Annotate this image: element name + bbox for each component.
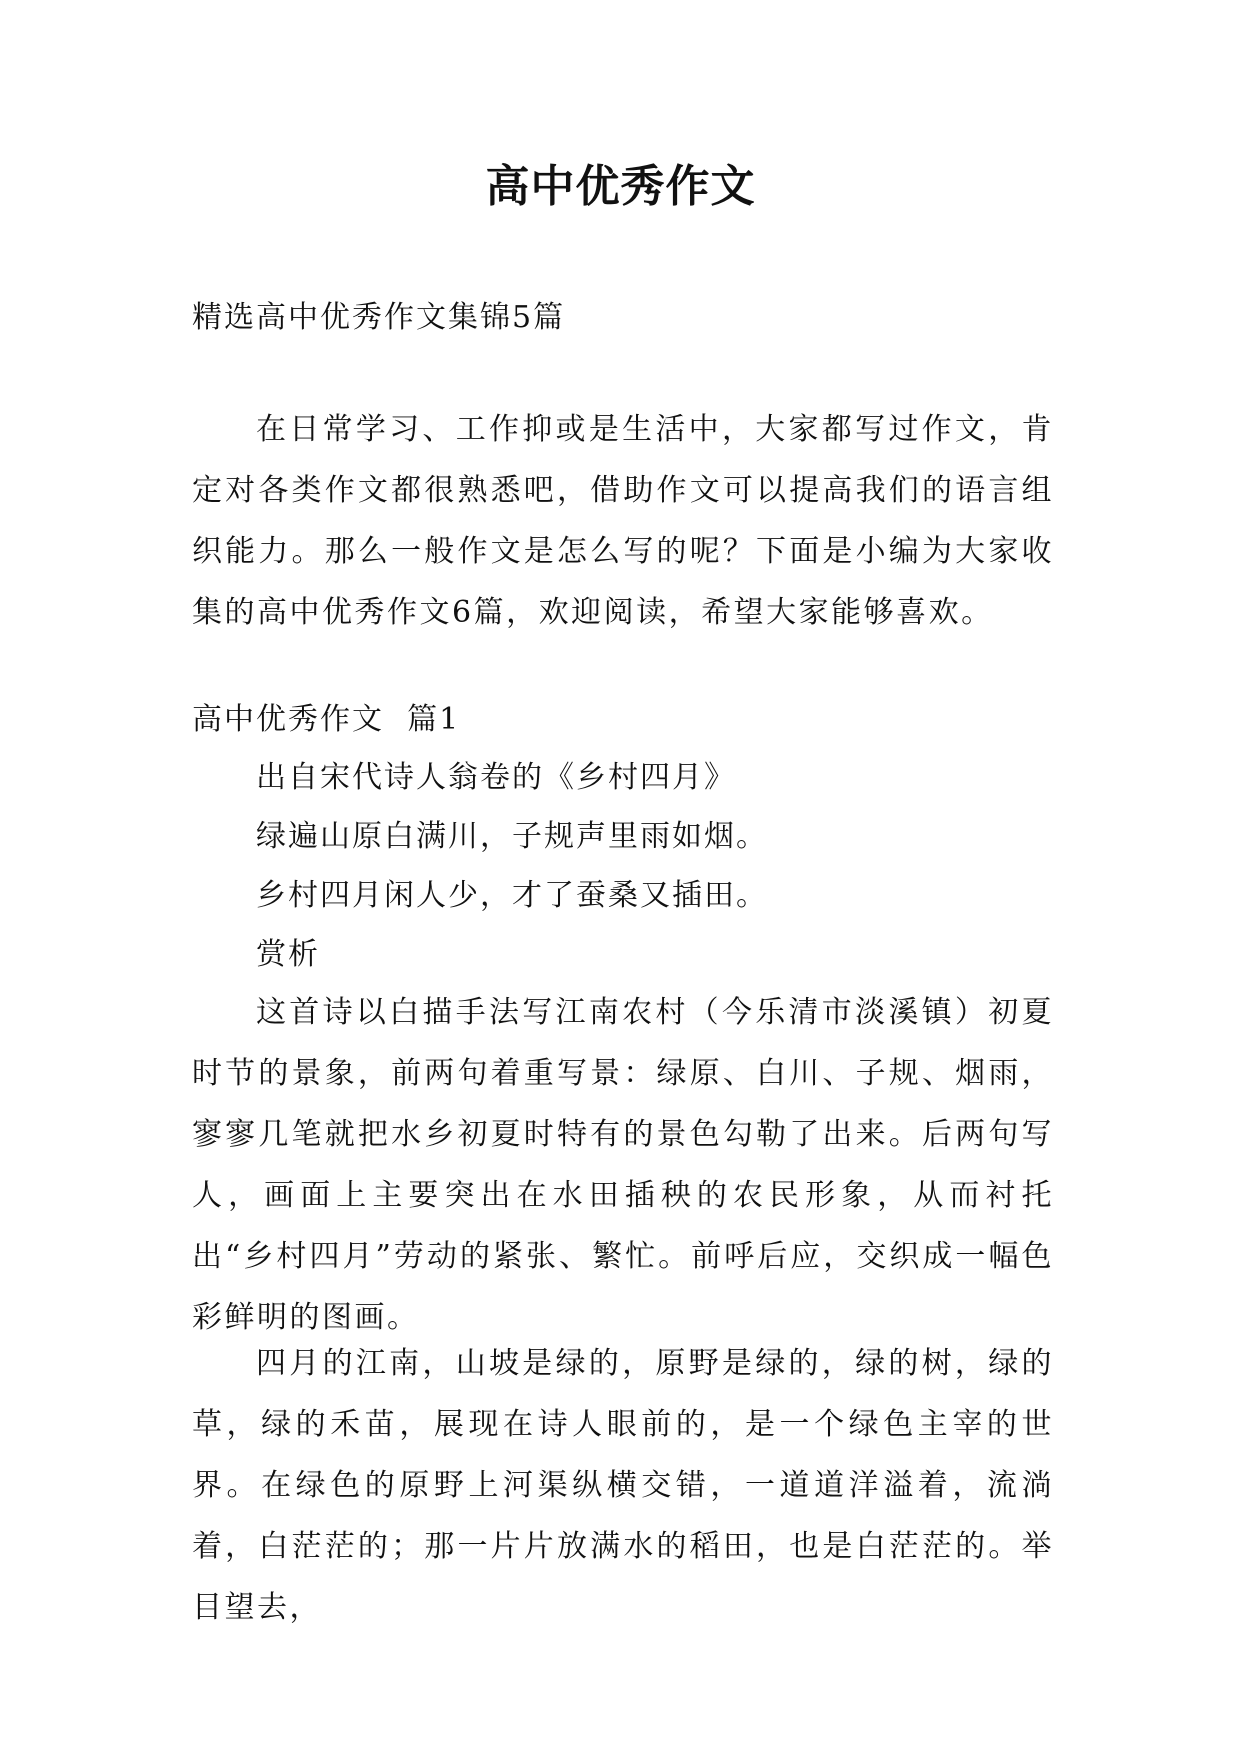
section-heading: 高中优秀作文 篇1 — [192, 702, 461, 737]
document-title: 高中优秀作文 — [485, 161, 756, 212]
poem-line-1: 绿遍山原白满川，子规声里雨如烟。 — [256, 819, 768, 854]
poem-source: 出自宋代诗人翁卷的《乡村四月》 — [256, 760, 736, 795]
intro-paragraph: 在日常学习、工作抑或是生活中，大家都写过作文，肯定对各类作文都很熟悉吧，借助作文可以提高我们的语言组织能力。那么一般作文是怎么写的呢？下面是小编为大家收集的高中优秀作文6篇，欢迎阅读，希望大家能够喜欢。 — [192, 412, 1054, 630]
poem-line-2: 乡村四月闲人少，才了蚕桑又插田。 — [256, 878, 768, 913]
document-subtitle: 精选高中优秀作文集锦5篇 — [192, 300, 566, 335]
body-paragraph-2: 四月的江南，山坡是绿的，原野是绿的，绿的树，绿的草，绿的禾苗，展现在诗人眼前的，是一个绿色主宰的世界。在绿色的原野上河渠纵横交错，一道道洋溢着，流淌着，白茫茫的；那一片片放满水的稻田，也是白茫茫的。举目望去， — [192, 1346, 1054, 1625]
analysis-label: 赏析 — [256, 937, 320, 972]
analysis-paragraph: 这首诗以白描手法写江南农村（今乐清市淡溪镇）初夏时节的景象，前两句着重写景：绿原、白川、子规、烟雨，寥寥几笔就把水乡初夏时特有的景色勾勒了出来。后两句写人，画面上主要突出在水田插秧的农民形象，从而衬托出“乡村四月”劳动的紧张、繁忙。前呼后应，交织成一幅色彩鲜明的图画。 — [192, 995, 1054, 1335]
